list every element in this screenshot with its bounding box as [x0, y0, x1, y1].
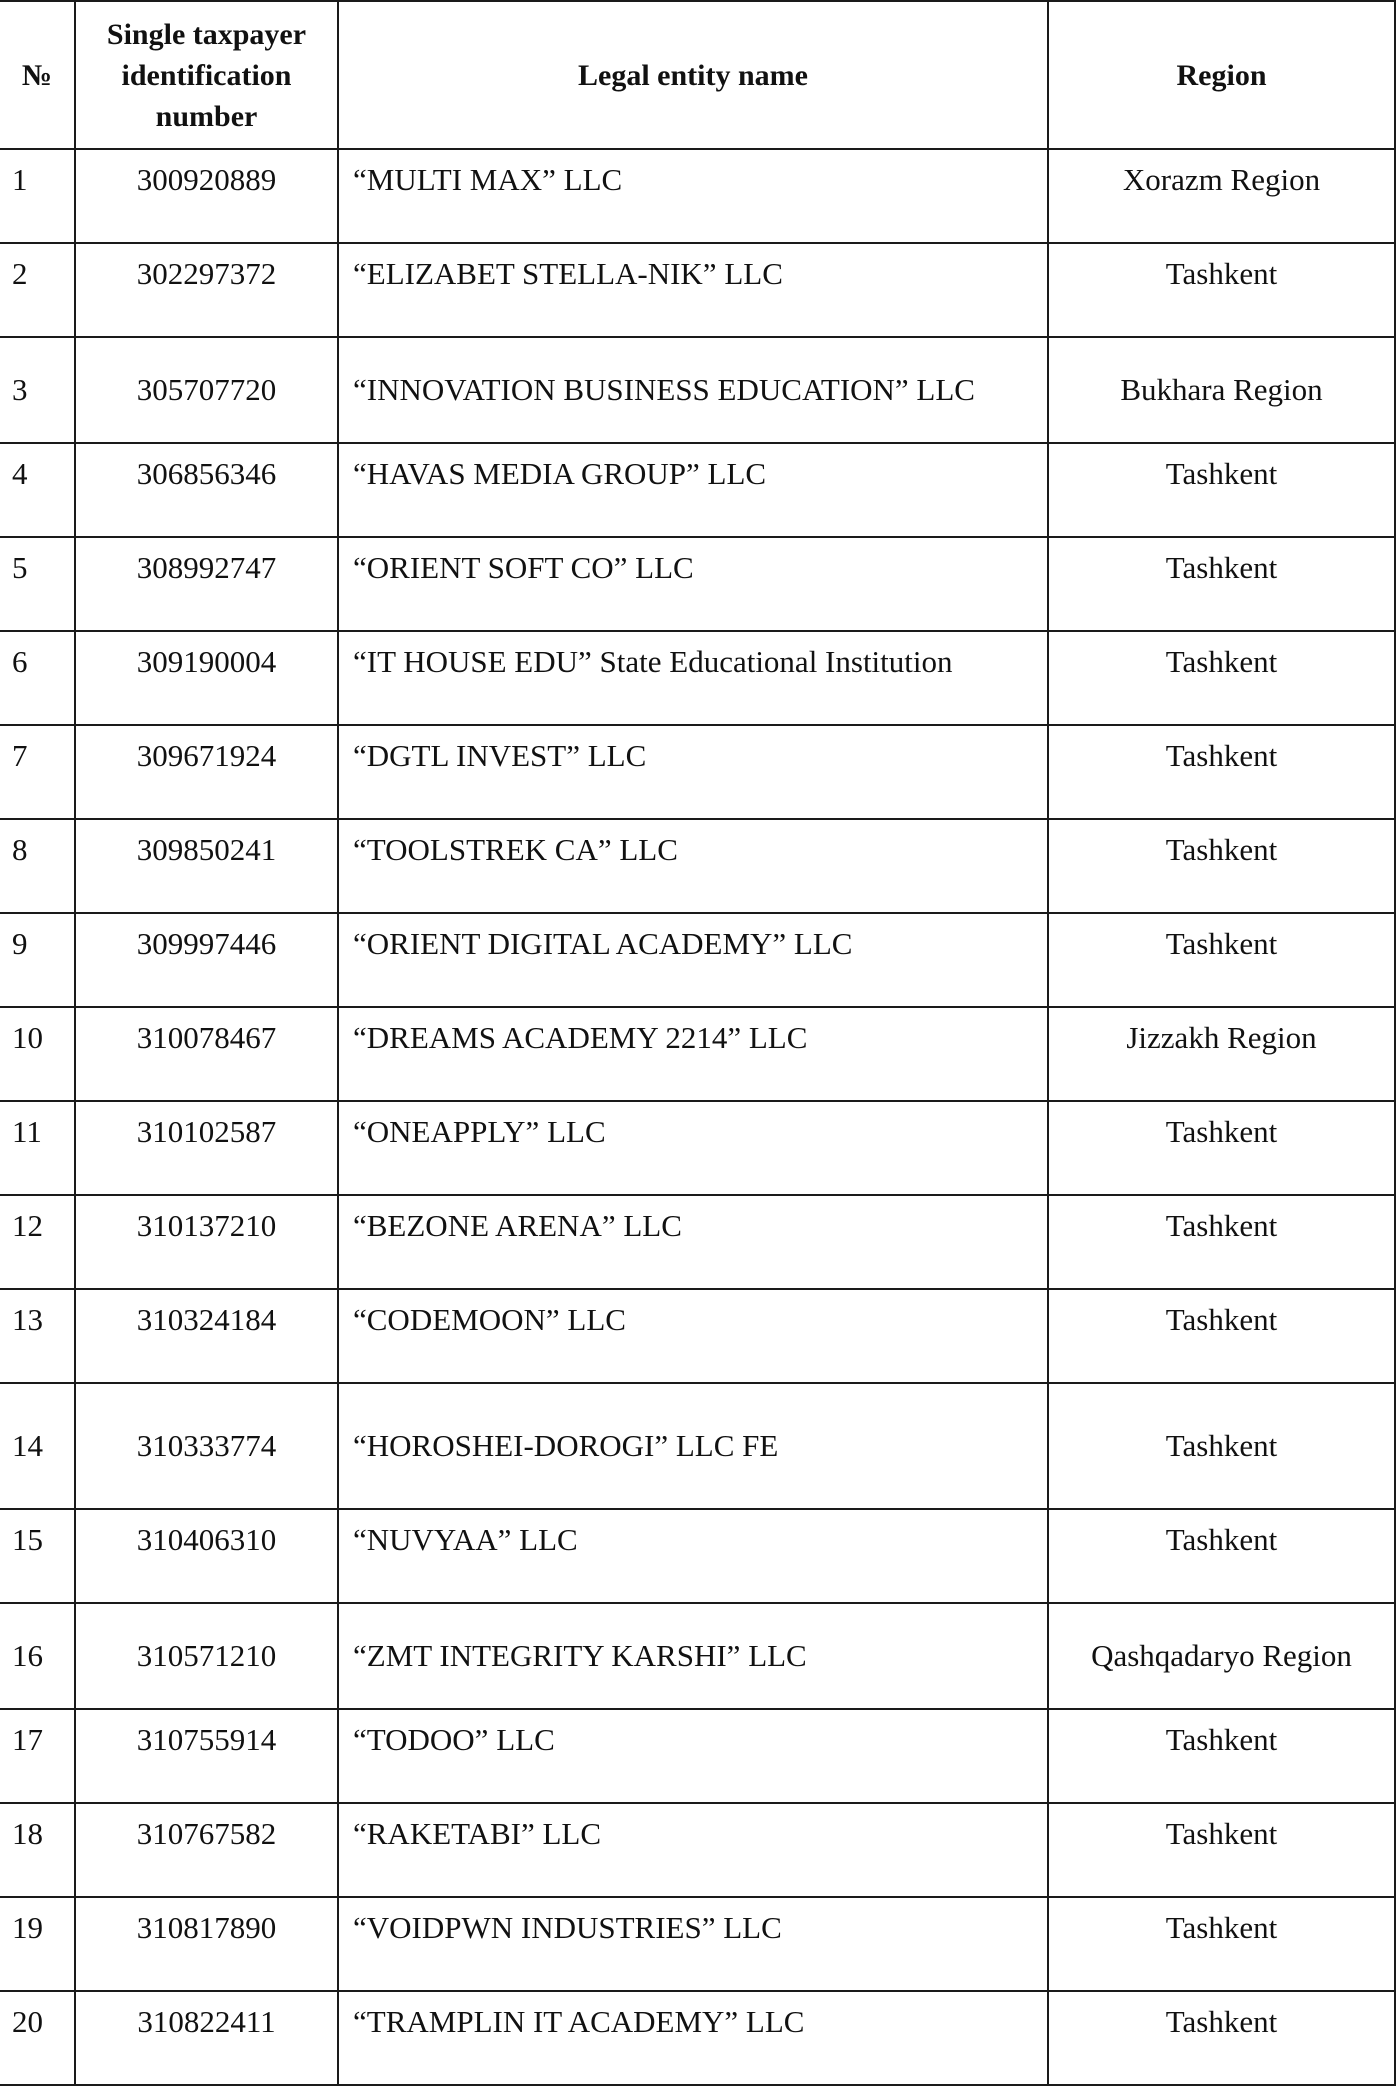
row-number: 5	[0, 537, 75, 631]
row-number: 17	[0, 1709, 75, 1803]
row-region: Tashkent	[1048, 1991, 1395, 2085]
row-tin: 309997446	[75, 913, 338, 1007]
row-number: 20	[0, 1991, 75, 2085]
row-region: Bukhara Region	[1048, 337, 1395, 443]
row-legal-entity-name: “TODOO” LLC	[338, 1709, 1048, 1803]
row-region: Tashkent	[1048, 1289, 1395, 1383]
header-number: №	[0, 1, 75, 149]
row-region: Tashkent	[1048, 1709, 1395, 1803]
row-number: 16	[0, 1603, 75, 1709]
table-row	[0, 1101, 1395, 1195]
row-number: 6	[0, 631, 75, 725]
row-legal-entity-name: “ORIENT SOFT CO” LLC	[338, 537, 1048, 631]
table-row	[0, 631, 1395, 725]
row-number: 11	[0, 1101, 75, 1195]
row-legal-entity-name: “ELIZABET STELLA-NIK” LLC	[338, 243, 1048, 337]
table-row	[0, 537, 1395, 631]
row-number: 15	[0, 1509, 75, 1603]
row-tin: 309190004	[75, 631, 338, 725]
row-tin: 306856346	[75, 443, 338, 537]
row-tin: 310822411	[75, 1991, 338, 2085]
row-tin: 310406310	[75, 1509, 338, 1603]
row-tin: 310755914	[75, 1709, 338, 1803]
row-legal-entity-name: “TRAMPLIN IT ACADEMY” LLC	[338, 1991, 1048, 2085]
row-number: 14	[0, 1383, 75, 1509]
row-legal-entity-name: “ORIENT DIGITAL ACADEMY” LLC	[338, 913, 1048, 1007]
row-tin: 309850241	[75, 819, 338, 913]
table-row	[0, 1383, 1395, 1509]
row-legal-entity-name: “CODEMOON” LLC	[338, 1289, 1048, 1383]
row-region: Tashkent	[1048, 1897, 1395, 1991]
row-region: Tashkent	[1048, 537, 1395, 631]
row-legal-entity-name: “NUVYAA” LLC	[338, 1509, 1048, 1603]
table-row	[0, 1803, 1395, 1897]
row-legal-entity-name: “DREAMS ACADEMY 2214” LLC	[338, 1007, 1048, 1101]
row-tin: 310324184	[75, 1289, 338, 1383]
row-legal-entity-name: “IT HOUSE EDU” State Educational Institution	[338, 631, 1048, 725]
table-body	[0, 149, 1395, 2085]
row-region: Tashkent	[1048, 725, 1395, 819]
row-tin: 310078467	[75, 1007, 338, 1101]
header-tin: Single taxpayer identification number	[75, 1, 338, 149]
table-row	[0, 1289, 1395, 1383]
row-number: 19	[0, 1897, 75, 1991]
table-row	[0, 1509, 1395, 1603]
row-number: 12	[0, 1195, 75, 1289]
row-region: Tashkent	[1048, 1195, 1395, 1289]
table-row	[0, 1991, 1395, 2085]
row-tin: 310137210	[75, 1195, 338, 1289]
row-number: 8	[0, 819, 75, 913]
table-row	[0, 819, 1395, 913]
row-region: Tashkent	[1048, 243, 1395, 337]
row-number: 2	[0, 243, 75, 337]
row-region: Tashkent	[1048, 631, 1395, 725]
row-legal-entity-name: “ONEAPPLY” LLC	[338, 1101, 1048, 1195]
row-legal-entity-name: “RAKETABI” LLC	[338, 1803, 1048, 1897]
table-row	[0, 725, 1395, 819]
row-tin: 308992747	[75, 537, 338, 631]
row-tin: 305707720	[75, 337, 338, 443]
table-row	[0, 913, 1395, 1007]
row-region: Tashkent	[1048, 1509, 1395, 1603]
table-row	[0, 149, 1395, 243]
table-row	[0, 243, 1395, 337]
row-region: Tashkent	[1048, 1803, 1395, 1897]
row-region: Tashkent	[1048, 1101, 1395, 1195]
row-tin: 309671924	[75, 725, 338, 819]
header-legal-entity-name: Legal entity name	[338, 1, 1048, 149]
row-number: 13	[0, 1289, 75, 1383]
row-tin: 310102587	[75, 1101, 338, 1195]
row-legal-entity-name: “DGTL INVEST” LLC	[338, 725, 1048, 819]
table-row	[0, 443, 1395, 537]
row-legal-entity-name: “MULTI MAX” LLC	[338, 149, 1048, 243]
header-region: Region	[1048, 1, 1395, 149]
row-legal-entity-name: “ZMT INTEGRITY KARSHI” LLC	[338, 1603, 1048, 1709]
row-region: Jizzakh Region	[1048, 1007, 1395, 1101]
row-legal-entity-name: “TOOLSTREK CA” LLC	[338, 819, 1048, 913]
row-tin: 310333774	[75, 1383, 338, 1509]
table-header-row	[0, 1, 1395, 149]
row-number: 10	[0, 1007, 75, 1101]
row-tin: 310817890	[75, 1897, 338, 1991]
row-number: 9	[0, 913, 75, 1007]
row-region: Tashkent	[1048, 1383, 1395, 1509]
table-row	[0, 1007, 1395, 1101]
row-number: 1	[0, 149, 75, 243]
table-row	[0, 1195, 1395, 1289]
row-number: 18	[0, 1803, 75, 1897]
row-legal-entity-name: “HOROSHEI-DOROGI” LLC FE	[338, 1383, 1048, 1509]
table-row	[0, 1897, 1395, 1991]
row-region: Tashkent	[1048, 913, 1395, 1007]
row-region: Tashkent	[1048, 443, 1395, 537]
table-row	[0, 1709, 1395, 1803]
row-legal-entity-name: “INNOVATION BUSINESS EDUCATION” LLC	[338, 337, 1048, 443]
table-row	[0, 1603, 1395, 1709]
table-row	[0, 337, 1395, 443]
row-number: 4	[0, 443, 75, 537]
row-legal-entity-name: “VOIDPWN INDUSTRIES” LLC	[338, 1897, 1048, 1991]
row-tin: 300920889	[75, 149, 338, 243]
row-tin: 302297372	[75, 243, 338, 337]
row-number: 3	[0, 337, 75, 443]
row-region: Qashqadaryo Region	[1048, 1603, 1395, 1709]
row-tin: 310767582	[75, 1803, 338, 1897]
row-region: Tashkent	[1048, 819, 1395, 913]
row-region: Xorazm Region	[1048, 149, 1395, 243]
row-number: 7	[0, 725, 75, 819]
row-legal-entity-name: “HAVAS MEDIA GROUP” LLC	[338, 443, 1048, 537]
row-legal-entity-name: “BEZONE ARENA” LLC	[338, 1195, 1048, 1289]
row-tin: 310571210	[75, 1603, 338, 1709]
